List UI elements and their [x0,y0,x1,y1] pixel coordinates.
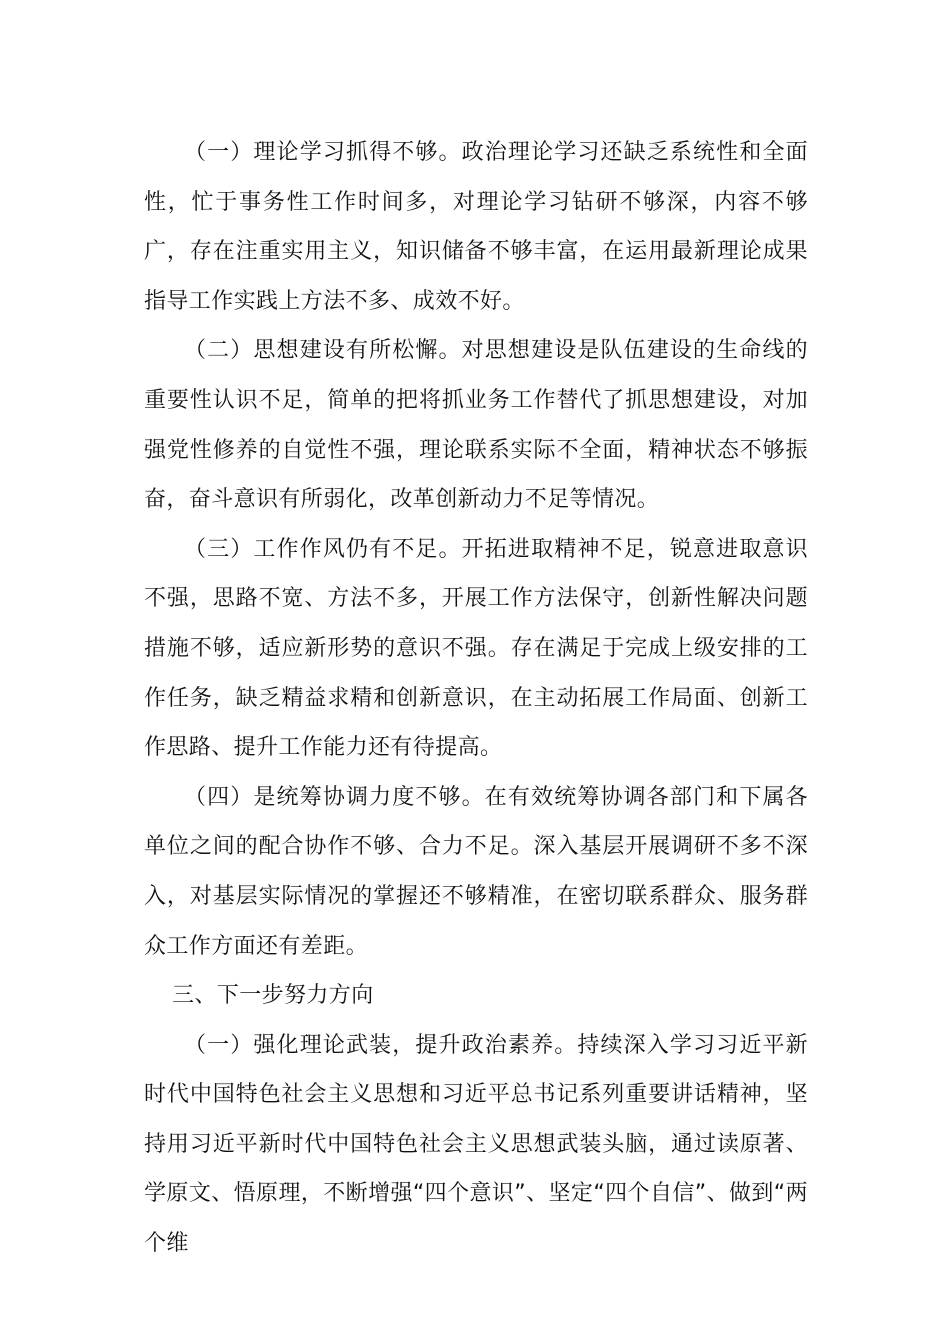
paragraph-ideological-building: （二）思想建设有所松懈。对思想建设是队伍建设的生命线的重要性认识不足，简单的把将抓业务工作替代了抓思想建设，对加强党性修养的自觉性不强，理论联系实际不全面，精神状态不够振奋，奋斗意识有所弱化，改革创新动力不足等情况。 [144,338,808,513]
paragraph-work-style: （三）工作作风仍有不足。开拓进取精神不足，锐意进取意识不强，思路不宽、方法不多，开展工作方法保守，创新性解决问题措施不够，适应新形势的意识不强。存在满足于完成上级安排的工作任务，缺乏精益求精和创新意识，在主动拓展工作局面、创新工作思路、提升工作能力还有待提高。 [144,536,808,761]
document-body [144,128,808,1269]
section-heading-next-steps: 三、下一步努力方向 [172,983,374,1009]
paragraph-coordination: （四）是统筹协调力度不够。在有效统筹协调各部门和下属各单位之间的配合协作不够、合力不足。深入基层开展调研不多不深入，对基层实际情况的掌握还不够精准，在密切联系群众、服务群众工作方面还有差距。 [144,784,808,959]
paragraph-strengthen-theory: （一）强化理论武装，提升政治素养。持续深入学习习近平新时代中国特色社会主义思想和习近平总书记系列重要讲话精神，坚持用习近平新时代中国特色社会主义思想武装头脑，通过读原著、学原文、悟原理，不断增强“四个意识”、坚定“四个自信”、做到“两个维 [144,1032,808,1257]
paragraph-theory-study: （一）理论学习抓得不够。政治理论学习还缺乏系统性和全面性，忙于事务性工作时间多，对理论学习钻研不够深，内容不够广，存在注重实用主义，知识储备不够丰富，在运用最新理论成果指导工作实践上方法不多、成效不好。 [144,140,808,314]
